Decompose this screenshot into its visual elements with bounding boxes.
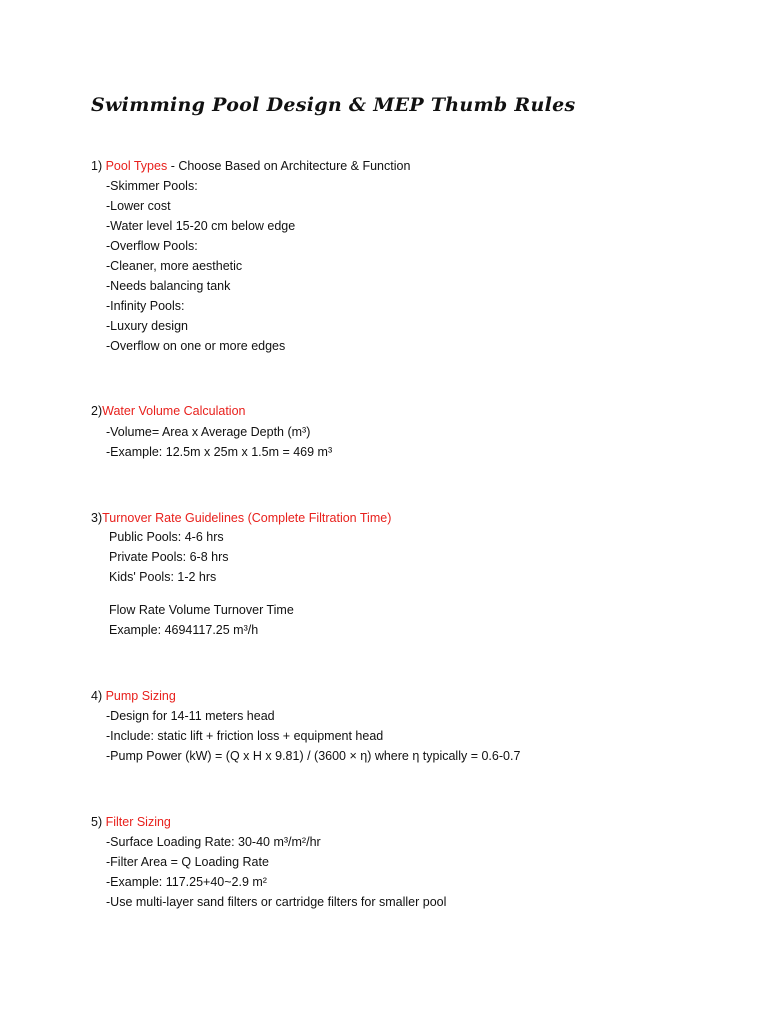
- list-item: -Volume= Area x Average Depth (m³): [106, 425, 311, 439]
- section-number: 1): [91, 159, 106, 173]
- section-number: 5): [91, 815, 106, 829]
- section-heading: [91, 510, 391, 526]
- section-heading: [91, 403, 245, 419]
- list-item: -Water level 15-20 cm below edge: [106, 219, 296, 233]
- list-item: -Example: 117.25+40~2.9 m²: [106, 875, 267, 889]
- list-item: Kids' Pools: 1-2 hrs: [109, 570, 217, 584]
- list-item: -Cleaner, more aesthetic: [106, 259, 243, 273]
- list-item: -Infinity Pools:: [106, 299, 185, 313]
- list-item: Example: 4694117.25 m³/h: [109, 623, 259, 637]
- section-heading: [91, 688, 176, 704]
- list-item: -Overflow Pools:: [106, 239, 198, 253]
- list-item: -Surface Loading Rate: 30-40 m³/m²/hr: [106, 835, 321, 849]
- section-heading: [91, 814, 171, 830]
- section-number: 3): [91, 511, 103, 525]
- list-item: -Use multi-layer sand filters or cartridge filters for smaller pool: [106, 895, 447, 909]
- list-item: -Pump Power (kW) = (Q x H x 9.81) / (3600 × η) where η typically = 0.6-0.7: [106, 749, 521, 763]
- section-title: Pool Types: [105, 159, 168, 173]
- section-number: 2): [91, 404, 103, 418]
- list-item: -Include: static lift + friction loss + equipment head: [106, 729, 384, 743]
- list-item: Public Pools: 4-6 hrs: [109, 530, 224, 544]
- list-item: -Needs balancing tank: [106, 279, 231, 293]
- list-item: -Design for 14-11 meters head: [106, 709, 275, 723]
- page-title: Swimming Pool Design & MEP Thumb Rules: [91, 94, 576, 116]
- section-title: Water Volume Calculation: [102, 404, 246, 418]
- list-item: -Filter Area = Q Loading Rate: [106, 855, 269, 869]
- list-item: Private Pools: 6-8 hrs: [109, 550, 229, 564]
- list-item: -Overflow on one or more edges: [106, 339, 286, 353]
- section-title: Filter Sizing: [105, 815, 171, 829]
- section-title-suffix: - Choose Based on Architecture & Function: [167, 159, 411, 173]
- list-item: -Lower cost: [106, 199, 171, 213]
- list-item: -Skimmer Pools:: [106, 179, 198, 193]
- section-heading: [91, 158, 410, 174]
- section-title: Turnover Rate Guidelines (Complete Filtration Time): [102, 511, 392, 525]
- list-item: Flow Rate Volume Turnover Time: [109, 603, 294, 617]
- list-item: -Luxury design: [106, 319, 188, 333]
- section-title: Pump Sizing: [105, 689, 176, 703]
- list-item: -Example: 12.5m x 25m x 1.5m = 469 m³: [106, 445, 333, 459]
- section-number: 4): [91, 689, 106, 703]
